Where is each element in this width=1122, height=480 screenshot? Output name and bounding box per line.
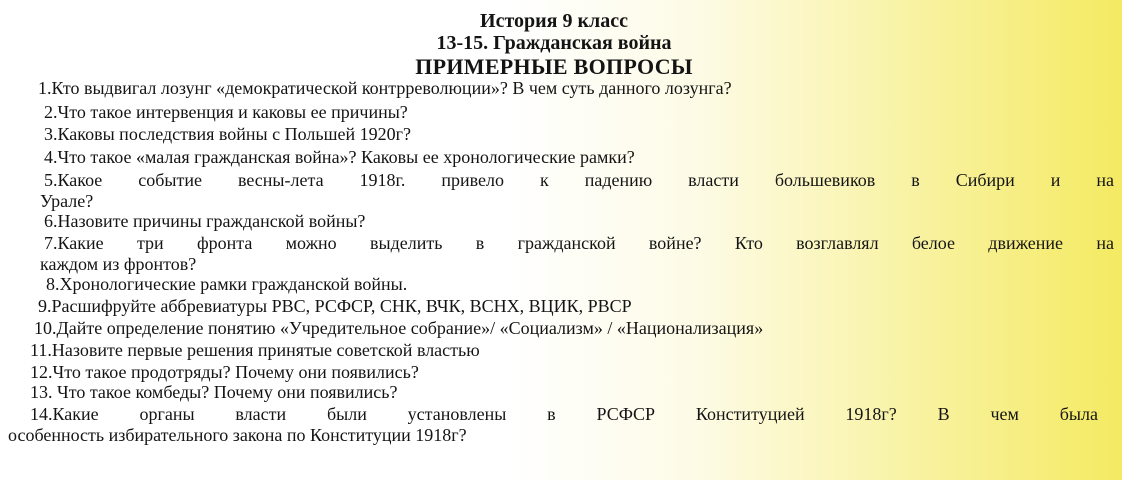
topic-title: 13-15. Гражданская война [436,32,672,54]
question-text: 14.Какие органы власти были установлены в РСФСР Конституцией 1918г? В чем была [30,404,1098,424]
question-item [8,404,1098,446]
question-text: 2.Что такое интервенция и каковы ее причины? [44,102,408,122]
question-item [30,340,480,361]
question-text: 1.Кто выдвигал лозунг «демократической контрреволюции»? В чем суть данного лозунга? [38,78,732,98]
question-text: 8.Хронологические рамки гражданской войны. [46,274,408,294]
question-continuation: каждом из фронтов? [40,254,197,274]
question-text: 11.Назовите первые решения принятые советской властью [30,340,480,360]
question-continuation: Урале? [40,191,94,211]
question-text: 12.Что такое продотряды? Почему они появились? [30,362,419,382]
question-text: 3.Каковы последствия войны с Польшей 1920г? [44,124,411,144]
question-text: 6.Назовите причины гражданской войны? [44,211,366,231]
question-continuation: особенность избирательного закона по Конституции 1918г? [8,425,467,445]
section-title: ПРИМЕРНЫЕ ВОПРОСЫ [415,54,693,79]
question-item [40,233,1114,275]
question-item [30,362,419,383]
subject-title: История 9 класс [480,10,628,32]
question-text: 13. Что такое комбеды? Почему они появились? [30,382,398,402]
question-item [44,211,365,232]
question-text: 10.Дайте определение понятию «Учредительное собрание»/ «Социализм» / «Национализация» [34,318,764,338]
question-item [44,102,408,123]
question-item [40,170,1114,212]
question-item [30,382,397,403]
question-text: 5.Какое событие весны-лета 1918г. привело к падению власти большевиков в Сибири и на [44,170,1114,190]
question-text: 9.Расшифруйте аббревиатуры РВС, РСФСР, СНК, ВЧК, ВСНХ, ВЦИК, РВСР [38,296,632,316]
slide-header [0,10,1122,80]
question-item [34,318,763,339]
question-item [44,124,411,145]
question-item [38,78,732,99]
question-item [46,274,407,295]
question-text: 4.Что такое «малая гражданская война»? Каковы ее хронологические рамки? [44,147,635,167]
question-item [44,147,635,168]
question-text: 7.Какие три фронта можно выделить в гражданской войне? Кто возглавлял белое движение на [44,233,1114,253]
question-item [38,296,632,317]
